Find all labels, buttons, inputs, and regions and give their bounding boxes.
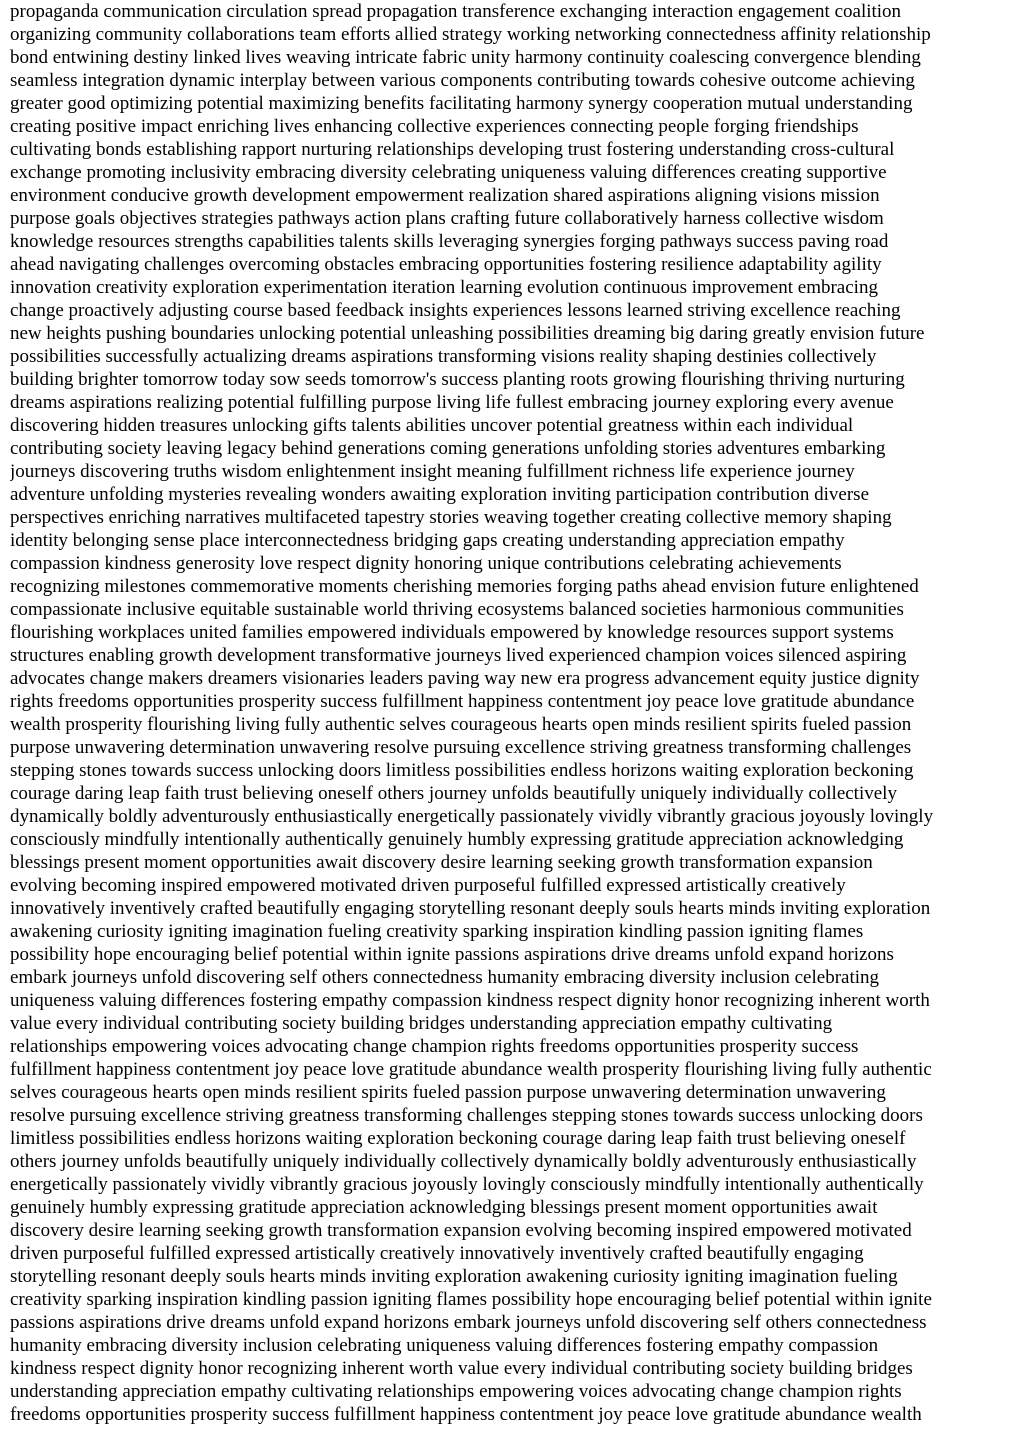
text-line: kindness respect dignity honor recognizing inherent worth value every individual contributing society building bridges <box>10 1358 913 1379</box>
text-line: discovery desire learning seeking growth transformation expansion evolving becoming inspired empowered motivated <box>10 1220 912 1241</box>
text-line: humanity embracing diversity inclusion celebrating uniqueness valuing differences fostering empathy compassion <box>10 1335 879 1356</box>
text-line: possibilities successfully actualizing dreams aspirations transforming visions reality shaping destinies collectively <box>10 346 877 367</box>
text-line: exchange promoting inclusivity embracing diversity celebrating uniqueness valuing differences creating supportive <box>10 162 887 183</box>
text-line: new heights pushing boundaries unlocking potential unleashing possibilities dreaming big daring greatly envision future <box>10 323 925 344</box>
text-line: energetically passionately vividly vibrantly gracious joyously lovingly consciously mindfully intentionally authentically <box>10 1174 924 1195</box>
text-line: resolve pursuing excellence striving greatness transforming challenges stepping stones towards success unlocking doors <box>10 1105 923 1126</box>
text-line: change proactively adjusting course based feedback insights experiences lessons learned striving excellence reaching <box>10 300 901 321</box>
text-line: knowledge resources strengths capabilities talents skills leveraging synergies forging pathways success paving road <box>10 231 889 252</box>
text-line: fulfillment happiness contentment joy peace love gratitude abundance wealth prosperity flourishing living fully authentic <box>10 1059 932 1080</box>
text-line: advocates change makers dreamers visionaries leaders paving way new era progress advancement equity justice dignity <box>10 668 920 689</box>
text-line: structures enabling growth development transformative journeys lived experienced champion voices silenced aspiring <box>10 645 907 666</box>
text-line: perspectives enriching narratives multifaceted tapestry stories weaving together creating collective memory shaping <box>10 507 892 528</box>
text-line: building brighter tomorrow today sow seeds tomorrow's success planting roots growing flourishing thriving nurturing <box>10 369 905 390</box>
text-line: possibility hope encouraging belief potential within ignite passions aspirations drive dreams unfold expand horizons <box>10 944 894 965</box>
text-line: relationships empowering voices advocating change champion rights freedoms opportunities prosperity success <box>10 1036 859 1057</box>
text-line: flourishing workplaces united families empowered individuals empowered by knowledge resources support systems <box>10 622 894 643</box>
text-line: compassion kindness generosity love respect dignity honoring unique contributions celebrating achievements <box>10 553 842 574</box>
text-line: selves courageous hearts open minds resilient spirits fueled passion purpose unwavering determination unwavering <box>10 1082 886 1103</box>
text-line: discovering hidden treasures unlocking gifts talents abilities uncover potential greatness within each individual <box>10 415 854 436</box>
text-line: compassionate inclusive equitable sustainable world thriving ecosystems balanced societies harmonious communities <box>10 599 904 620</box>
text-line: freedoms opportunities prosperity success fulfillment happiness contentment joy peace love gratitude abundance wealth <box>10 1404 922 1425</box>
text-line: storytelling resonant deeply souls hearts minds inviting exploration awakening curiosity igniting imagination fueling <box>10 1266 898 1287</box>
text-line: stepping stones towards success unlocking doors limitless possibilities endless horizons waiting exploration beckoning <box>10 760 914 781</box>
text-line: journeys discovering truths wisdom enlightenment insight meaning fulfillment richness life experience journey <box>10 461 855 482</box>
text-line: innovation creativity exploration experimentation iteration learning evolution continuous improvement embracing <box>10 277 878 298</box>
text-line: embark journeys unfold discovering self others connectedness humanity embracing diversity inclusion celebrating <box>10 967 880 988</box>
text-line: cultivating bonds establishing rapport nurturing relationships developing trust fostering understanding cross-cultural <box>10 139 895 160</box>
text-line: consciously mindfully intentionally authentically genuinely humbly expressing gratitude appreciation acknowledging <box>10 829 904 850</box>
text-line: creating positive impact enriching lives enhancing collective experiences connecting people forging friendships <box>10 116 859 137</box>
text-line: propaganda communication circulation spread propagation transference exchanging interaction engagement coalition <box>10 1 902 22</box>
text-line: passions aspirations drive dreams unfold expand horizons embark journeys unfold discovering self others connectedness <box>10 1312 927 1333</box>
text-line: understanding appreciation empathy cultivating relationships empowering voices advocating change champion rights <box>10 1381 902 1402</box>
text-line: creativity sparking inspiration kindling passion igniting flames possibility hope encouraging belief potential within ignite <box>10 1289 932 1310</box>
text-line: genuinely humbly expressing gratitude appreciation acknowledging blessings present moment opportunities await <box>10 1197 878 1218</box>
text-line: innovatively inventively crafted beautifully engaging storytelling resonant deeply souls hearts minds inviting exploration <box>10 898 931 919</box>
text-line: others journey unfolds beautifully uniquely individually collectively dynamically boldly adventurously enthusiastically <box>10 1151 917 1172</box>
text-line: uniqueness valuing differences fostering empathy compassion kindness respect dignity honor recognizing inherent worth <box>10 990 930 1011</box>
text-line: limitless possibilities endless horizons waiting exploration beckoning courage daring leap faith trust believing oneself <box>10 1128 906 1149</box>
text-line: courage daring leap faith trust believing oneself others journey unfolds beautifully uniquely individually collectively <box>10 783 897 804</box>
text-line: ahead navigating challenges overcoming obstacles embracing opportunities fostering resilience adaptability agility <box>10 254 882 275</box>
text-line: blessings present moment opportunities await discovery desire learning seeking growth transformation expansion <box>10 852 873 873</box>
text-line: identity belonging sense place interconnectedness bridging gaps creating understanding appreciation empathy <box>10 530 845 551</box>
text-line: contributing society leaving legacy behind generations coming generations unfolding stories adventures embarking <box>10 438 886 459</box>
text-line: dreams aspirations realizing potential fulfilling purpose living life fullest embracing journey exploring every avenue <box>10 392 894 413</box>
text-line: adventure unfolding mysteries revealing wonders awaiting exploration inviting participation contribution diverse <box>10 484 869 505</box>
text-line: driven purposeful fulfilled expressed artistically creatively innovatively inventively crafted beautifully engaging <box>10 1243 864 1264</box>
text-line: organizing community collaborations team efforts allied strategy working networking connectedness affinity relationship <box>10 24 931 45</box>
text-line: purpose unwavering determination unwavering resolve pursuing excellence striving greatness transforming challenges <box>10 737 912 758</box>
text-line: value every individual contributing society building bridges understanding appreciation empathy cultivating <box>10 1013 833 1034</box>
text-line: purpose goals objectives strategies pathways action plans crafting future collaboratively harness collective wisdom <box>10 208 884 229</box>
text-line: greater good optimizing potential maximizing benefits facilitating harmony synergy cooperation mutual understanding <box>10 93 913 114</box>
text-line: bond entwining destiny linked lives weaving intricate fabric unity harmony continuity coalescing convergence blending <box>10 47 921 68</box>
text-line: seamless integration dynamic interplay between various components contributing towards cohesive outcome achieving <box>10 70 915 91</box>
text-line: recognizing milestones commemorative moments cherishing memories forging paths ahead envision future enlightened <box>10 576 919 597</box>
text-line: evolving becoming inspired empowered motivated driven purposeful fulfilled expressed artistically creatively <box>10 875 846 896</box>
text-line: awakening curiosity igniting imagination fueling creativity sparking inspiration kindling passion igniting flames <box>10 921 864 942</box>
text-line: dynamically boldly adventurously enthusiastically energetically passionately vividly vibrantly gracious joyously lovingly <box>10 806 934 827</box>
text-line: environment conducive growth development empowerment realization shared aspirations aligning visions mission <box>10 185 880 206</box>
text-line: rights freedoms opportunities prosperity success fulfillment happiness contentment joy peace love gratitude abundance <box>10 691 915 712</box>
text-line: wealth prosperity flourishing living fully authentic selves courageous hearts open minds resilient spirits fueled passion <box>10 714 912 735</box>
